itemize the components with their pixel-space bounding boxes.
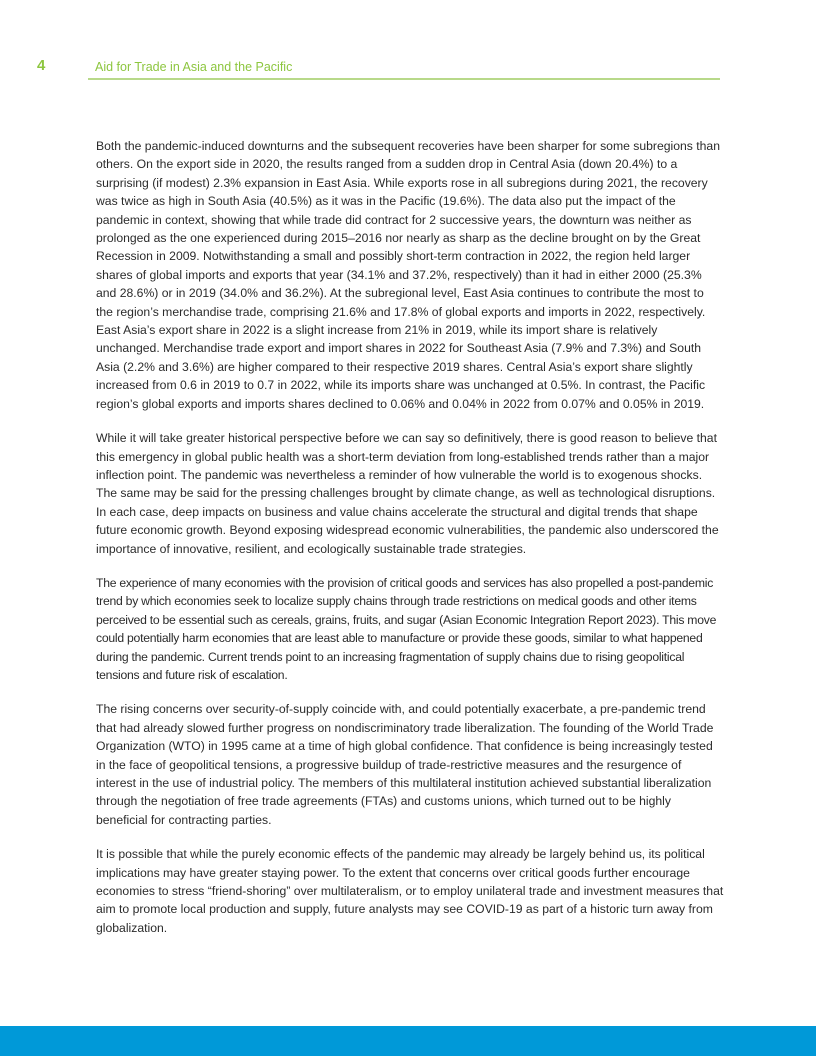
- body-text: [96, 137, 724, 953]
- paragraph-pandemic-trade-impact: Both the pandemic-induced downturns and the subsequent recoveries have been sharper for some subregions than others. On the export side in 2020, the results ranged from a sudden drop in Central Asia (down 20.4%) to a surprising (if modest) 2.3% expansion in East Asia. While exports rose in all subregions during 2021, the recovery was twice as high in South Asia (40.5%) as it was in the Pacific (19.6%). The data also put the impact of the pandemic in context, showing that while trade did contract for 2 successive years, the downturn was neither as prolonged as the one experienced during 2015–2016 nor nearly as sharp as the decline brought on by the Great Recession in 2009. Notwithstanding a small and possibly short-term contraction in 2022, the region held larger shares of global imports and exports that year (34.1% and 37.2%, respectively) than it had in either 2000 (25.3% and 28.6%) or in 2019 (34.0% and 36.2%). At the subregional level, East Asia continues to contribute the most to the region’s merchandise trade, comprising 21.6% and 17.8% of global exports and imports in 2022, respectively. East Asia’s export share in 2022 is a slight increase from 21% in 2019, while its import share is relatively unchanged. Merchandise trade export and import shares in 2022 for Southeast Asia (7.9% and 7.3%) and South Asia (2.2% and 3.6%) are higher compared to their respective 2019 shares. Central Asia’s export share slightly increased from 0.6 in 2019 to 0.7 in 2022, while its imports share was unchanged at 0.5%. In contrast, the Pacific region’s global exports and imports shares declined to 0.06% and 0.04% in 2022 from 0.07% and 0.05% in 2019.: [96, 139, 720, 411]
- paragraph-political-implications: It is possible that while the purely economic effects of the pandemic may already be largely behind us, its political implications may have greater staying power. To the extent that concerns over critical goods further encourage economies to stress “friend-shoring” over multilateralism, or to employ unilateral trade and investment measures that aim to promote local production and supply, future analysts may see COVID-19 as part of a historic turn away from globalization.: [96, 847, 724, 935]
- paragraph-critical-goods: The experience of many economies with the provision of critical goods and services has also propelled a post-pandemic trend by which economies seek to localize supply chains through trade restrictions on medical goods and other items perceived to be essential such as cereals, grains, fruits, and sugar (Asian Economic Integration Report 2023). This move could potentially harm economies that are least able to manufacture or provide these goods, similar to what happened during the pandemic. Current trends point to an increasing fragmentation of supply chains due to rising geopolitical tensions and future risk of escalation.: [96, 575, 717, 682]
- header-divider: [88, 78, 720, 80]
- paragraph-historical-perspective: While it will take greater historical perspective before we can say so definitively, there is good reason to believe that this emergency in global public health was a short-term deviation from long-established trends rather than a major inflection point. The pandemic was nevertheless a reminder of how vulnerable the world is to exogenous shocks. The same may be said for the pressing challenges brought by climate change, as well as technological disruptions. In each case, deep impacts on business and value chains accelerate the structural and digital trends that shape future economic growth. Beyond exposing widespread economic vulnerabilities, the pandemic also underscored the importance of innovative, resilient, and ecologically sustainable trade strategies.: [96, 431, 719, 556]
- paragraph-security-of-supply: The rising concerns over security-of-supply coincide with, and could potentially exacerbate, a pre-pandemic trend that had already slowed further progress on nondiscriminatory trade liberalization. The founding of the World Trade Organization (WTO) in 1995 came at a time of high global confidence. That confidence is being increasingly tested in the face of geopolitical tensions, a progressive buildup of trade-restrictive measures and the resurgence of interest in the use of industrial policy. The members of this multilateral institution achieved substantial liberalization through the negotiation of free trade agreements (FTAs) and customs unions, which turned out to be highly beneficial for contracting parties.: [96, 702, 714, 827]
- page-header: [0, 0, 816, 90]
- footer-band: [0, 1026, 816, 1056]
- page-number: 4: [37, 57, 46, 74]
- running-title: Aid for Trade in Asia and the Pacific: [95, 60, 293, 74]
